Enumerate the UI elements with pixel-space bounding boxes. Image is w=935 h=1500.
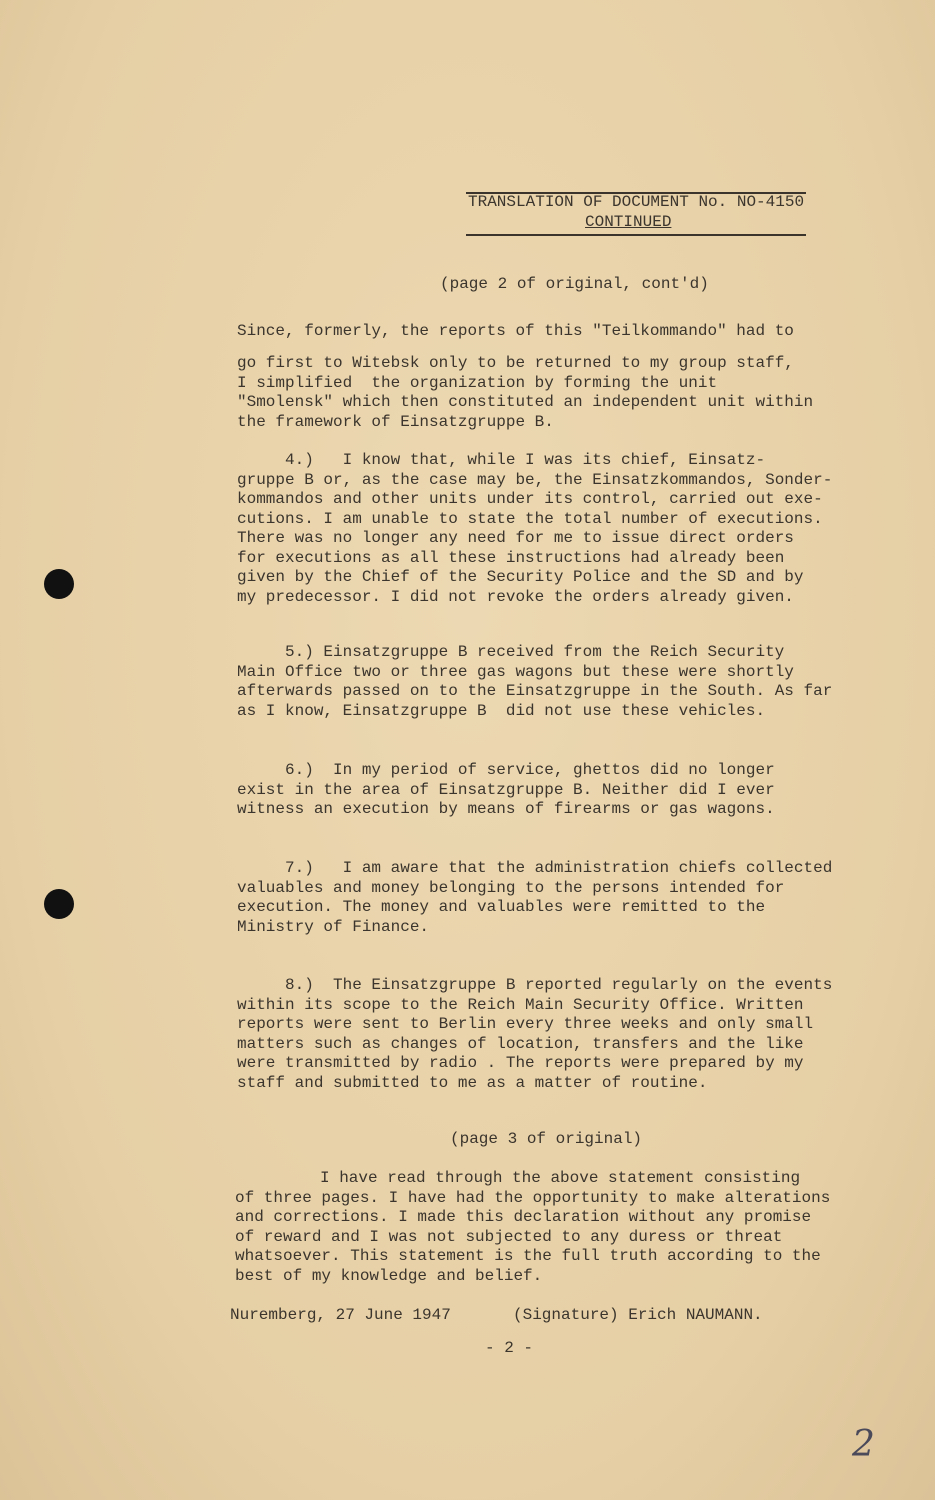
place-date: Nuremberg, 27 June 1947 xyxy=(230,1306,451,1324)
text-line: I have read through the above statement consisting xyxy=(320,1169,801,1187)
paragraph-4 xyxy=(237,451,832,607)
text-line: exist in the area of Einsatzgruppe B. Neither did I ever xyxy=(237,780,775,799)
text-line: go first to Witebsk only to be returned to my group staff, xyxy=(237,354,794,372)
header-bottom-rule xyxy=(466,234,806,236)
page-note-original-3: (page 3 of original) xyxy=(450,1130,643,1148)
text-line: Since, formerly, the reports of this "Teilkommando" had to xyxy=(237,322,794,340)
text-line: witness an execution by means of firearms or gas wagons. xyxy=(237,800,775,818)
paragraph-closing xyxy=(235,1169,830,1286)
document-header xyxy=(468,193,804,232)
document-subtitle: CONTINUED xyxy=(585,212,672,231)
text-line: valuables and money belonging to the persons intended for xyxy=(237,878,785,897)
text-line: cutions. I am unable to state the total number of executions. xyxy=(237,509,823,528)
text-line: reports were sent to Berlin every three weeks and only small xyxy=(237,1015,814,1033)
text-line: 4.) I know that, while I was its chief, Einsatz- xyxy=(285,451,766,469)
text-line: afterwards passed on to the Einsatzgruppe in the South. As far xyxy=(237,682,833,700)
text-line: the framework of Einsatzgruppe B. xyxy=(237,412,554,431)
text-line: 5.) Einsatzgruppe B received from the Reich Security xyxy=(285,643,785,661)
handwritten-page-mark: 2 xyxy=(852,1424,875,1465)
text-line: execution. The money and valuables were remitted to the xyxy=(237,898,766,916)
document-title: TRANSLATION OF DOCUMENT No. NO-4150 xyxy=(468,193,805,211)
page-number: - 2 - xyxy=(485,1339,534,1357)
paragraph-8 xyxy=(237,976,832,1093)
text-line: 8.) The Einsatzgruppe B reported regularly on the events xyxy=(285,976,833,994)
text-line: "Smolensk" which then constituted an independent unit within xyxy=(237,393,814,411)
text-line: gruppe B or, as the case may be, the Einsatzkommandos, Sonder- xyxy=(237,470,833,489)
paragraph-7 xyxy=(237,859,832,937)
text-line: staff and submitted to me as a matter of routine. xyxy=(237,1073,708,1092)
paragraph-5 xyxy=(237,643,832,721)
text-line: my predecessor. I did not revoke the orders already given. xyxy=(237,587,794,606)
text-line: Main Office two or three gas wagons but these were shortly xyxy=(237,662,794,681)
text-line: 7.) I am aware that the administration chiefs collected xyxy=(285,859,833,877)
text-line: given by the Chief of the Security Police and the SD and by xyxy=(237,568,804,586)
text-line: best of my knowledge and belief. xyxy=(235,1266,543,1285)
paragraph-intro xyxy=(237,322,813,432)
text-line: whatsoever. This statement is the full truth according to the xyxy=(235,1247,821,1265)
page-note-original-2: (page 2 of original, cont'd) xyxy=(440,275,709,293)
text-line: kommandos and other units under its control, carried out exe- xyxy=(237,490,823,508)
text-line: matters such as changes of location, transfers and the like xyxy=(237,1034,804,1053)
text-line: for executions as all these instructions had already been xyxy=(237,548,785,567)
punch-hole xyxy=(44,889,74,919)
punch-hole xyxy=(44,569,74,599)
text-line: as I know, Einsatzgruppe B did not use these vehicles. xyxy=(237,701,766,720)
text-line: 6.) In my period of service, ghettos did no longer xyxy=(285,761,775,779)
paragraph-6 xyxy=(237,761,775,820)
text-line: of three pages. I have had the opportunity to make alterations xyxy=(235,1188,831,1207)
text-line: were transmitted by radio . The reports were prepared by my xyxy=(237,1054,804,1072)
text-line: and corrections. I made this declaration without any promise xyxy=(235,1208,812,1226)
text-line: of reward and I was not subjected to any duress or threat xyxy=(235,1227,783,1246)
text-line: I simplified the organization by forming the unit xyxy=(237,373,718,392)
text-line: Ministry of Finance. xyxy=(237,917,430,936)
text-line: within its scope to the Reich Main Security Office. Written xyxy=(237,995,804,1014)
text-line: There was no longer any need for me to issue direct orders xyxy=(237,529,794,547)
signature-line: (Signature) Erich NAUMANN. xyxy=(513,1306,763,1324)
